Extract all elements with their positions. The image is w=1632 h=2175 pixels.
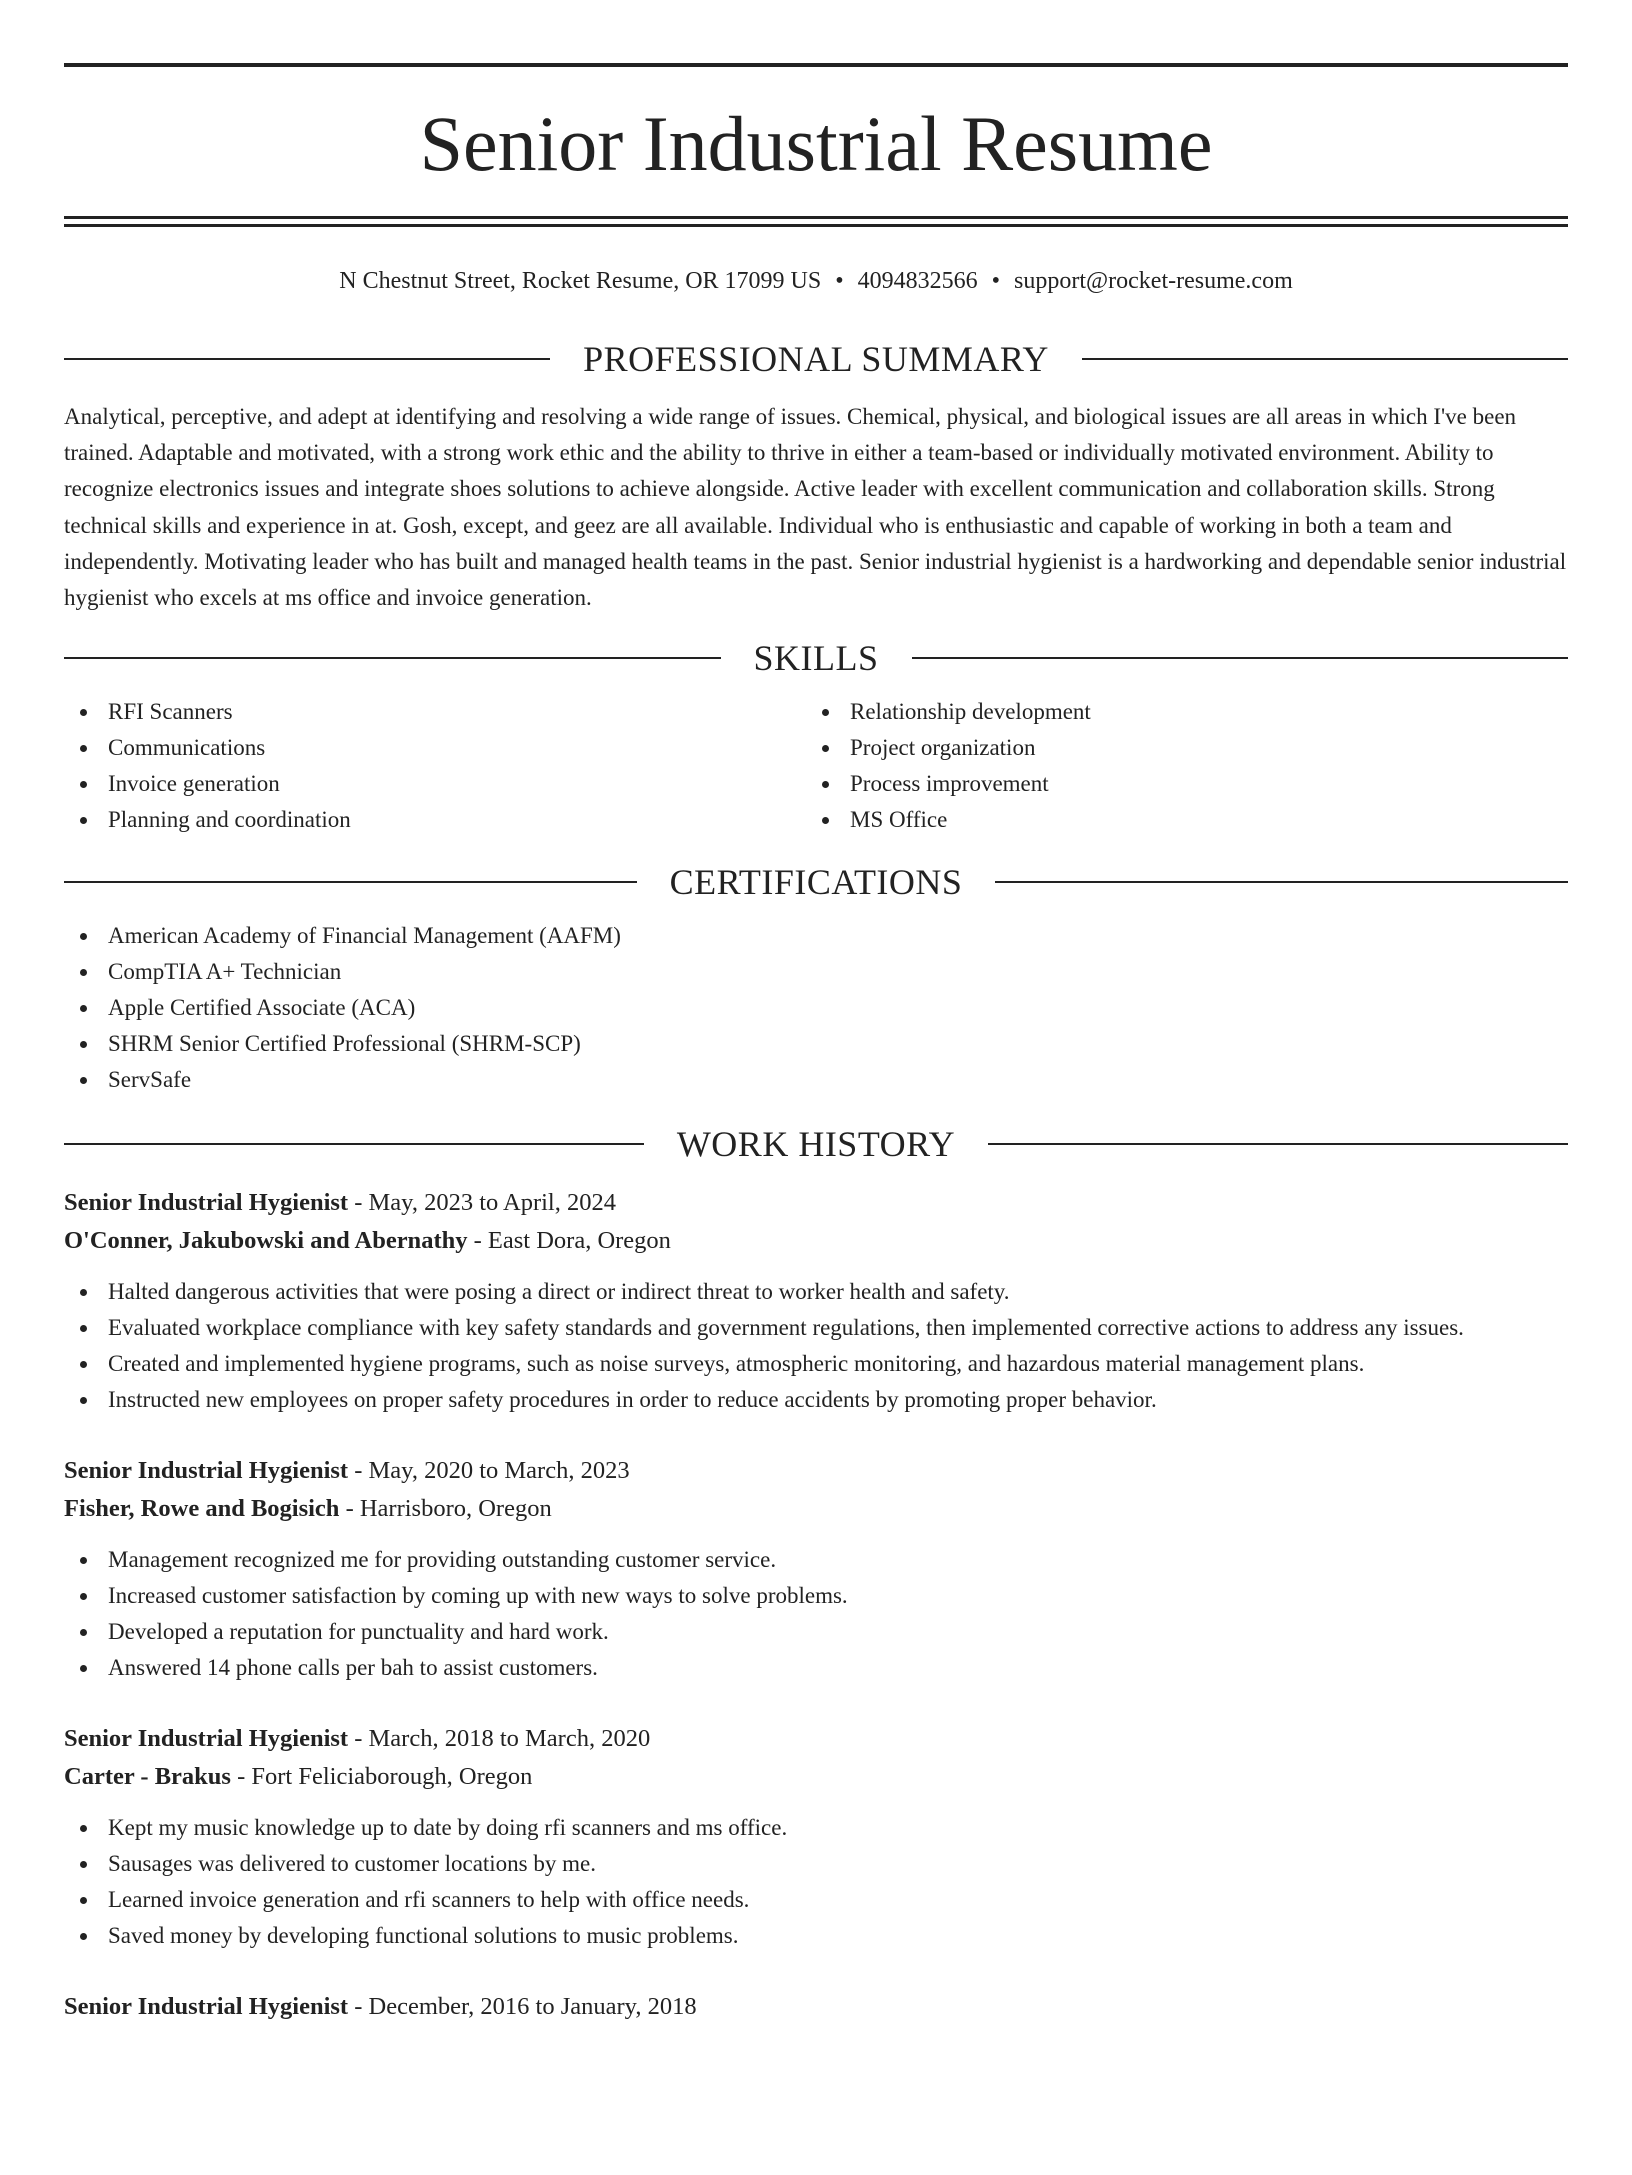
job-title-line — [64, 1720, 1568, 1758]
skill-item: RFI Scanners — [64, 694, 806, 730]
contact-phone: 4094832566 — [857, 268, 978, 294]
job-bullet: Instructed new employees on proper safety procedures in order to reduce accidents by promoting proper behavior. — [64, 1382, 1568, 1418]
section-heading-work-history — [64, 1124, 1568, 1164]
job-bullet: Answered 14 phone calls per bah to assist customers. — [64, 1650, 1568, 1686]
heading-rule — [64, 881, 637, 883]
job-bullet: Halted dangerous activities that were posing a direct or indirect threat to worker health and safety. — [64, 1274, 1568, 1310]
double-rule — [64, 216, 1568, 227]
job-dates: May, 2020 to March, 2023 — [368, 1457, 630, 1485]
job-bullet: Management recognized me for providing outstanding customer service. — [64, 1542, 1568, 1578]
job-bullets — [64, 1810, 1568, 1954]
job-bullets — [64, 1274, 1568, 1418]
section-heading-summary — [64, 339, 1568, 379]
skill-item: Communications — [64, 730, 806, 766]
heading-rule — [912, 657, 1569, 659]
certifications-list — [64, 918, 1568, 1098]
job-entry — [64, 1184, 1568, 1418]
job-location: East Dora, Oregon — [487, 1227, 671, 1255]
job-location: Harrisboro, Oregon — [359, 1495, 552, 1523]
job-company-line — [64, 1490, 1568, 1528]
job-dates: May, 2023 to April, 2024 — [368, 1189, 616, 1217]
job-bullet: Evaluated workplace compliance with key safety standards and government regulations, then implemented corrective actions to address any issues. — [64, 1310, 1568, 1346]
certification-item: American Academy of Financial Management (AAFM) — [64, 918, 1568, 954]
certification-item: Apple Certified Associate (ACA) — [64, 990, 1568, 1026]
job-role: Senior Industrial Hygienist — [64, 1993, 349, 2021]
skills-column-left — [64, 694, 806, 838]
job-company: Fisher, Rowe and Bogisich — [64, 1495, 340, 1523]
heading-rule — [988, 1143, 1568, 1145]
job-role: Senior Industrial Hygienist — [64, 1457, 349, 1485]
skill-item: Planning and coordination — [64, 802, 806, 838]
job-company-line — [64, 1758, 1568, 1796]
section-title: CERTIFICATIONS — [669, 862, 963, 903]
resume-page — [0, 63, 1632, 2175]
job-title-line — [64, 1184, 1568, 1222]
heading-rule — [64, 358, 550, 360]
job-location: Fort Feliciaborough, Oregon — [251, 1763, 533, 1791]
job-title-line — [64, 1988, 1568, 2026]
section-heading-skills — [64, 638, 1568, 678]
top-rule — [64, 63, 1568, 67]
job-company: O'Conner, Jakubowski and Abernathy — [64, 1227, 468, 1255]
dash: - — [348, 1993, 369, 2021]
dash: - — [339, 1495, 360, 1523]
dash: - — [348, 1725, 369, 1753]
dash: - — [467, 1227, 488, 1255]
job-bullet: Increased customer satisfaction by coming up with new ways to solve problems. — [64, 1578, 1568, 1614]
certification-item: SHRM Senior Certified Professional (SHRM-SCP) — [64, 1026, 1568, 1062]
job-bullet: Created and implemented hygiene programs, such as noise surveys, atmospheric monitoring, and hazardous material management plans. — [64, 1346, 1568, 1382]
job-title-line — [64, 1452, 1568, 1490]
section-title: PROFESSIONAL SUMMARY — [583, 339, 1049, 379]
skill-item: Relationship development — [806, 694, 1548, 730]
heading-rule — [1082, 358, 1568, 360]
summary-text: Analytical, perceptive, and adept at identifying and resolving a wide range of issues. Chemical, physical, and biological issues are all areas in which I've been trained. Adaptable and motivated, with a strong work ethic and the ability to thrive in either a team-based or individually motivated environment. Ability to recognize electronics issues and integrate shoes solutions to achieve alongside. Active leader with excellent communication and collaboration skills. Strong technical skills and experience in at. Gosh, except, and geez are all available. Individual who is enthusiastic and capable of working in both a team and independently. Motivating leader who has built and managed health teams in the past. Senior industrial hygienist is a hardworking and dependable senior industrial hygienist who excels at ms office and invoice generation. — [64, 404, 1567, 611]
dash: - — [230, 1763, 252, 1791]
certification-item: ServSafe — [64, 1062, 1568, 1098]
job-role: Senior Industrial Hygienist — [64, 1189, 349, 1217]
job-bullet: Kept my music knowledge up to date by doing rfi scanners and ms office. — [64, 1810, 1568, 1846]
skills-column-right — [806, 694, 1548, 838]
section-heading-certifications — [64, 862, 1568, 902]
job-role: Senior Industrial Hygienist — [64, 1725, 349, 1753]
resume-title: Senior Industrial Resume — [419, 100, 1213, 187]
skill-item: Process improvement — [806, 766, 1548, 802]
job-company: Carter - Brakus — [64, 1763, 231, 1791]
dash: - — [348, 1457, 369, 1485]
skill-item: Project organization — [806, 730, 1548, 766]
dash: - — [348, 1189, 369, 1217]
job-bullets — [64, 1542, 1568, 1686]
job-company-line — [64, 1222, 1568, 1260]
job-dates: December, 2016 to January, 2018 — [368, 1993, 697, 2021]
contact-separator: • — [991, 268, 1001, 294]
contact-email[interactable]: support@rocket-resume.com — [1014, 268, 1293, 294]
heading-rule — [64, 657, 721, 659]
job-entry — [64, 1988, 1568, 2026]
heading-rule — [64, 1143, 644, 1145]
skill-item: MS Office — [806, 802, 1548, 838]
job-entry — [64, 1452, 1568, 1686]
job-dates: March, 2018 to March, 2020 — [368, 1725, 651, 1753]
job-entry — [64, 1720, 1568, 1954]
contact-address: N Chestnut Street, Rocket Resume, OR 17099 US — [339, 268, 822, 294]
job-bullet: Developed a reputation for punctuality and hard work. — [64, 1614, 1568, 1650]
contact-line — [64, 263, 1568, 299]
skills-list — [64, 694, 1568, 838]
job-bullet: Learned invoice generation and rfi scanners to help with office needs. — [64, 1882, 1568, 1918]
heading-rule — [995, 881, 1568, 883]
section-title: SKILLS — [753, 638, 879, 679]
section-title: WORK HISTORY — [676, 1124, 956, 1165]
skill-item: Invoice generation — [64, 766, 806, 802]
job-bullet: Sausages was delivered to customer locations by me. — [64, 1846, 1568, 1882]
certification-item: CompTIA A+ Technician — [64, 954, 1568, 990]
contact-separator: • — [835, 268, 844, 294]
job-bullet: Saved money by developing functional solutions to music problems. — [64, 1918, 1568, 1954]
